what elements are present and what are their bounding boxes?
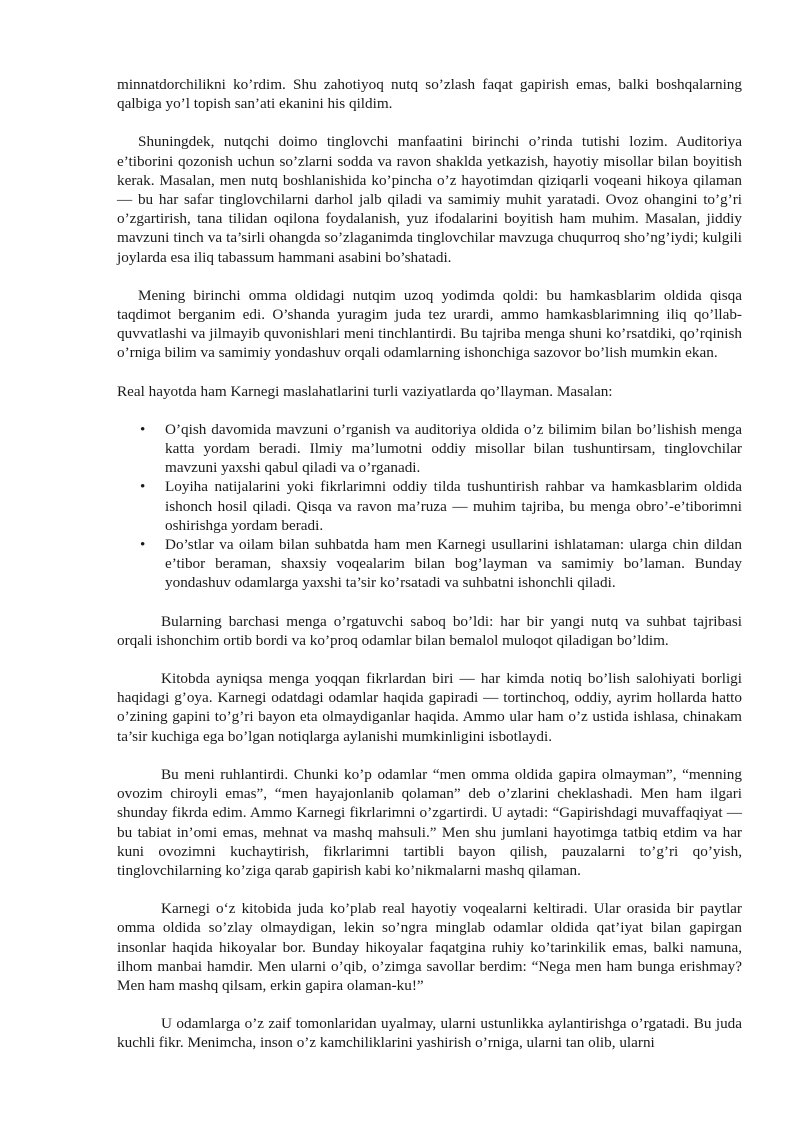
bullet-icon: • (140, 536, 146, 554)
list-item (140, 535, 742, 593)
paragraph-5: Bularning barchasi menga o’rgatuvchi saboq bo’ldi: har bir yangi nutq va suhbat tajribasi orqali ishonchim ortib bordi va ko’proq odamlar bilan bemalol muloqot qiladigan bo’ldim. (117, 612, 742, 649)
bullet-icon: • (140, 420, 146, 438)
paragraph-8: Karnegi o‘z kitobida juda ko’plab real hayotiy voqealarni keltiradi. Ular orasida bir paytlar omma oldida so’zlay olmaydigan, lekin so’ngra minglab odamlar oldida qat’iyat bilan gapirgan insonlar haqida hikoyalar bor. Bunday hikoyalar faqatgina ruhiy ko’tarinkilik emas, balki namuna, ilhom manbai hamdir. Men ularni o’qib, o’zimga savollar berdim: “Nega men ham bunga erishmay? Men ham mashq qilsam, erkin gapira olaman-ku!” (117, 900, 742, 994)
list-item-text: Do’stlar va oilam bilan suhbatda ham men Karnegi usullarini ishlataman: ularga chin dildan e’tibor beraman, shaxsiy voqealarim bilan bog’layman va samimiy bo’laman. Bunday yondashuv odamlarga yaxshi ta’sir ko’rsatadi va suhbatni ishonchli qiladi. (165, 536, 742, 592)
list-item-text: O’qish davomida mavzuni o’rganish va auditoriya oldida o’z bilimim bilan bo’lishish menga katta yordam beradi. Ilmiy ma’lumotni oddiy misollar bilan tushuntirsam, tinglovchilar mavzuni yaxshi qabul qiladi va o’rganadi. (165, 420, 742, 477)
paragraph-4: Real hayotda ham Karnegi maslahatlarini turli vaziyatlarda qo’llayman. Masalan: (117, 382, 613, 400)
bullet-icon: • (140, 478, 146, 496)
paragraph-7: Bu meni ruhlantirdi. Chunki ko’p odamlar “men omma oldida gapira olmayman”, “menning ovozim chiroyli emas”, “men hayajonlanib qolaman” deb o’zlarini cheklashadi. Men ham ilgari shunday fikrda edim. Ammo Karnegi fikrlarimni o’zgartirdi. U aytadi: “Gapirishdagi muvaffaqiyat — bu tabiat in’omi emas, mehnat va mashq mahsuli.” Men shu jumlani hayotimga tatbiq etdim va har kuni ovozimni kuchaytirish, fikrlarimni tartibli bayon qilish, pauzalarni to’g’ri qo’yish, tinglovchilarning ko’ziga qarab gapirish kabi ko’nikmalarni mashq qilaman. (117, 765, 742, 879)
paragraph-6: Kitobda ayniqsa menga yoqqan fikrlardan biri — har kimda notiq bo’lish salohiyati borligi haqidagi g’oya. Karnegi odatdagi odamlar haqida gapiradi — tortinchoq, oddiy, ayrim hollarda hatto o’zining gapini to’g’ri bayon eta olmaydiganlar haqida. Ammo ular ham o’z ustida ishlasa, chinakam ta’sir kuchiga ega bo’lgan notiqlarga aylanishi mumkinligini isbotlaydi. (117, 670, 742, 745)
list-item (140, 477, 742, 535)
paragraph-3: Mening birinchi omma oldidagi nutqim uzoq yodimda qoldi: bu hamkasblarim oldida qisqa taqdimot berganim edi. O’shanda yuragim juda tez urardi, ammo hamkasblarimning iliq qo’llab-quvvatlashi va jilmayib quvonishlari meni tinchlantirdi. Bu tajriba menga shuni ko’rsatdiki, qo’rqinish o’rniga bilim va samimiy yondashuv orqali odamlarning ishonchiga sazovor bo’lish mumkin ekan. (117, 286, 742, 362)
list-item-text: Loyiha natijalarini yoki fikrlarimni oddiy tilda tushuntirish rahbar va hamkasblarim oldida ishonch hosil qiladi. Qisqa va ravon ma’ruza — muhim tajriba, bu menga obro’-e’tiborimni oshirishga yordam beradi. (165, 478, 742, 534)
paragraph-9: U odamlarga o’z zaif tomonlaridan uyalmay, ularni ustunlikka aylantirishga o’rgatadi. Bu juda kuchli fikr. Menimcha, inson o’z kamchiliklarini yashirish o’rniga, ularni tan olib, ularni (117, 1015, 742, 1052)
paragraph-2: Shuningdek, nutqchi doimo tinglovchi manfaatini birinchi o’rinda tutishi lozim. Auditoriya e’tiborini qozonish uchun so’zlarni sodda va ravon shaklda yetkazish, hayotiy misollar bilan boyitish kerak. Masalan, men nutq boshlanishida ko’pincha o’z hayotimdan qiziqarli voqeani hikoya qilaman — bu har safar tinglovchilarni darhol jalb qiladi va samimiy muhit yaratadi. Ovoz ohangini to’g’ri o’zgartirish, tana tilidan oqilona foydalanish, yuz ifodalarini boyitish ham muhim. Masalan, jiddiy mavzuni tinch va ta’sirli ohangda so’zlaganimda tinglovchilar mavzuga chuqurroq sho’ng’iydi; kulgili joylarda esa iliq tabassum hammani asabini bo’shatadi. (117, 133, 742, 266)
list-item (140, 420, 742, 478)
document-page (117, 75, 742, 1053)
bullet-list (117, 420, 742, 593)
paragraph-1: minnatdorchilikni ko’rdim. Shu zahotiyoq nutq so’zlash faqat gapirish emas, balki boshqalarning qalbiga yo’l topish san’ati ekanini his qildim. (117, 76, 742, 113)
